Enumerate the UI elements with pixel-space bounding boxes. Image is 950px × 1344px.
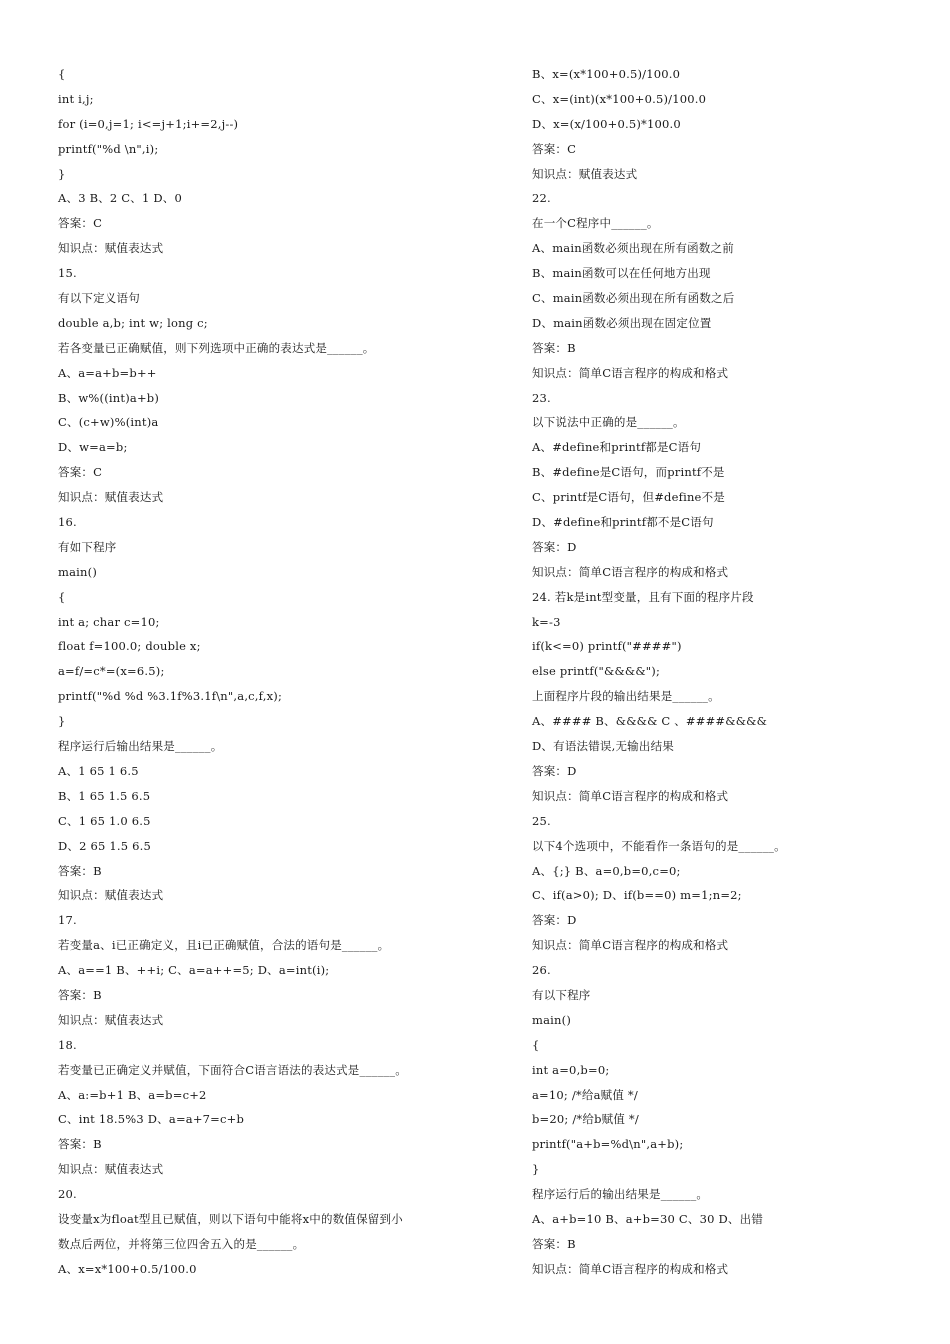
text-line: D、#define和printf都不是C语句 (532, 515, 714, 530)
text-line: A、#define和printf都是C语句 (532, 440, 702, 455)
text-line: C、1 65 1.0 6.5 (58, 813, 151, 828)
text-line: 知识点：赋值表达式 (58, 888, 164, 903)
text-line: 知识点：简单C语言程序的构成和格式 (532, 788, 729, 803)
text-line: 20. (58, 1187, 77, 1202)
text-line: a=10; /*给a赋值 */ (532, 1087, 638, 1102)
text-line: 在一个C程序中______。 (532, 216, 659, 231)
text-line: 知识点：赋值表达式 (58, 1162, 164, 1177)
text-line: 答案：B (58, 987, 102, 1002)
text-line: 18. (58, 1037, 77, 1052)
text-line: A、a=a+b=b++ (58, 365, 157, 380)
text-line: A、3 B、2 C、1 D、0 (58, 191, 183, 206)
text-line: 答案：C (58, 465, 103, 480)
text-line: printf("%d %d %3.1f%3.1f\n",a,c,f,x); (58, 689, 283, 704)
text-line: 有如下程序 (58, 539, 117, 554)
text-line: int a=0,b=0; (532, 1062, 610, 1077)
text-line: { (58, 589, 66, 604)
text-line: 26. (532, 963, 551, 978)
text-line: } (532, 1162, 540, 1177)
text-line: 知识点：赋值表达式 (58, 241, 164, 256)
text-line: 答案：C (532, 141, 577, 156)
text-line: D、有语法错误,无输出结果 (532, 739, 674, 754)
text-line: C、(c+w)%(int)a (58, 415, 159, 430)
text-line: 答案：B (58, 863, 102, 878)
text-line: C、int 18.5%3 D、a=a+7=c+b (58, 1112, 245, 1127)
text-line: 知识点：简单C语言程序的构成和格式 (532, 365, 729, 380)
text-line: A、a+b=10 B、a+b=30 C、30 D、出错 (532, 1211, 764, 1226)
text-line: 以下4个选项中，不能看作一条语句的是______。 (532, 838, 786, 853)
text-line: 答案：B (58, 1137, 102, 1152)
text-line: 24. 若k是int型变量，且有下面的程序片段 (532, 589, 754, 604)
text-line: 17. (58, 913, 77, 928)
text-line: main() (58, 564, 98, 579)
text-line: C、if(a>0); D、if(b==0) m=1;n=2; (532, 888, 742, 903)
text-line: 知识点：简单C语言程序的构成和格式 (532, 938, 729, 953)
text-line: { (58, 67, 66, 81)
text-line: k=-3 (532, 614, 561, 629)
text-line: 以下说法中正确的是______。 (532, 415, 685, 430)
text-line: 16. (58, 515, 77, 530)
text-line: B、w%((int)a+b) (58, 390, 160, 405)
text-line: 答案：B (532, 1236, 576, 1251)
text-line: printf("a+b=%d\n",a+b); (532, 1137, 684, 1152)
text-line: 若各变量已正确赋值，则下列选项中正确的表达式是______。 (58, 340, 375, 355)
text-line: C、printf是C语句，但#define不是 (532, 490, 725, 505)
text-line: 程序运行后的输出结果是______。 (532, 1187, 709, 1202)
text-line: b=20; /*给b赋值 */ (532, 1112, 639, 1127)
left-column (58, 62, 478, 1282)
text-line: 答案：B (532, 340, 576, 355)
text-line: A、{;} B、a=0,b=0,c=0; (532, 863, 681, 878)
text-line: A、1 65 1 6.5 (58, 763, 139, 778)
text-line: B、1 65 1.5 6.5 (58, 788, 151, 803)
text-line: 若变量a、i已正确定义，且i已正确赋值，合法的语句是______。 (58, 938, 390, 953)
text-line: C、main函数必须出现在所有函数之后 (532, 291, 735, 306)
text-line: int a; char c=10; (58, 614, 160, 629)
text-line: A、a:=b+1 B、a=b=c+2 (58, 1087, 207, 1102)
text-line: D、2 65 1.5 6.5 (58, 838, 152, 853)
text-line: 知识点：简单C语言程序的构成和格式 (532, 1261, 729, 1276)
text-line: 程序运行后输出结果是______。 (58, 739, 223, 754)
text-line: B、main函数可以在任何地方出现 (532, 266, 711, 281)
text-line: double a,b; int w; long c; (58, 315, 208, 330)
text-line: 知识点：赋值表达式 (58, 1012, 164, 1027)
text-line: D、w=a=b; (58, 440, 128, 455)
text-line: 答案：D (532, 763, 577, 778)
text-line: 上面程序片段的输出结果是______。 (532, 689, 720, 704)
text-line: 答案：C (58, 216, 103, 231)
text-line: for (i=0,j=1; i<=j+1;i+=2,j--) (58, 116, 239, 131)
text-line: A、#### B、&&&& C 、####&&&& (532, 714, 767, 729)
text-line: 25. (532, 813, 551, 828)
text-line: main() (532, 1012, 572, 1027)
text-line: 有以下定义语句 (58, 291, 140, 306)
text-line: 若变量已正确定义并赋值，下面符合C语言语法的表达式是______。 (58, 1062, 407, 1077)
text-line: B、x=(x*100+0.5)/100.0 (532, 67, 681, 81)
text-line: a=f/=c*=(x=6.5); (58, 664, 165, 679)
text-line: C、x=(int)(x*100+0.5)/100.0 (532, 91, 707, 106)
text-line: B、#define是C语句，而printf不是 (532, 465, 725, 480)
text-line: 数点后两位，并将第三位四舍五入的是______。 (58, 1236, 305, 1251)
text-line: { (532, 1037, 540, 1052)
text-line: else printf("&&&&"); (532, 664, 661, 679)
text-line: A、main函数必须出现在所有函数之前 (532, 241, 734, 256)
text-line: 知识点：简单C语言程序的构成和格式 (532, 564, 729, 579)
text-line: 23. (532, 390, 551, 405)
text-line: } (58, 714, 66, 729)
text-line: 15. (58, 266, 77, 281)
text-line: 22. (532, 191, 551, 206)
text-line: D、x=(x/100+0.5)*100.0 (532, 116, 681, 131)
text-line: A、a==1 B、++i; C、a=a++=5; D、a=int(i); (58, 963, 330, 978)
text-line: int i,j; (58, 91, 94, 106)
text-line: 答案：D (532, 539, 577, 554)
text-line: float f=100.0; double x; (58, 639, 201, 654)
text-line: 答案：D (532, 913, 577, 928)
text-line: 设变量x为float型且已赋值，则以下语句中能将x中的数值保留到小 (58, 1211, 403, 1226)
text-line: 有以下程序 (532, 987, 591, 1002)
text-line: 知识点：赋值表达式 (532, 166, 638, 181)
text-line: if(k<=0) printf("####") (532, 639, 682, 654)
text-line: 知识点：赋值表达式 (58, 490, 164, 505)
text-line: A、x=x*100+0.5/100.0 (58, 1261, 197, 1276)
right-column (532, 62, 922, 1282)
text-line: printf("%d \n",i); (58, 141, 159, 156)
text-line: D、main函数必须出现在固定位置 (532, 315, 712, 330)
text-line: } (58, 166, 66, 181)
